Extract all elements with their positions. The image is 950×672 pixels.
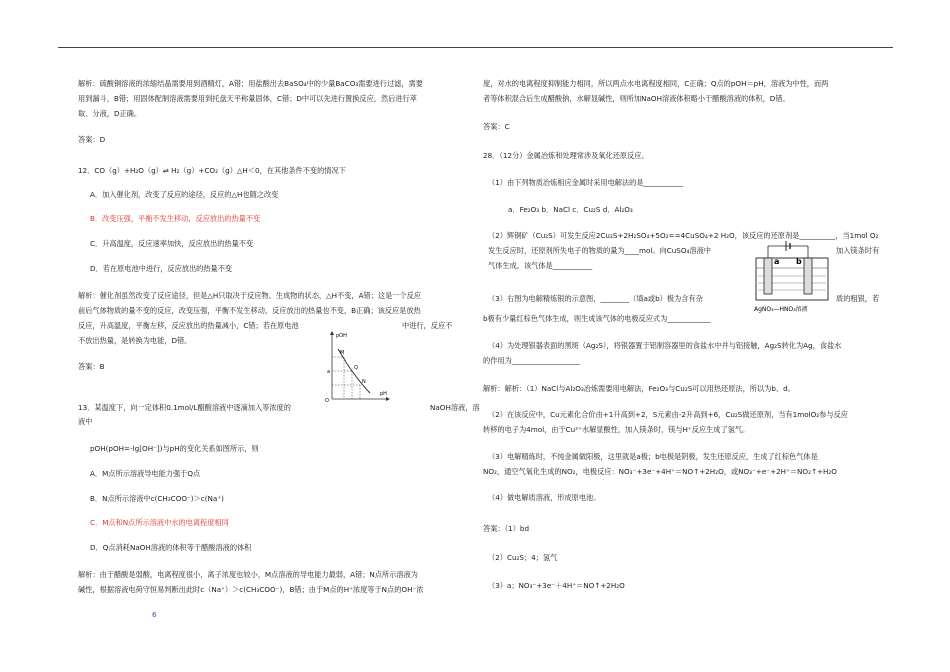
q12-option-c: C．升高温度，反应速率加快，反应放出的热量不变 bbox=[90, 239, 254, 248]
q28-part4: 的作用为___________________ bbox=[483, 356, 581, 365]
point-label-n: N bbox=[362, 379, 366, 385]
axis-mark-a: a bbox=[327, 369, 331, 375]
q12-option-b: B．改变压强，平衡不发生移动，反应放出的热量不变 bbox=[90, 214, 261, 223]
q28-stem: 28．（12分）金属冶炼和处理常涉及氧化还原反应。 bbox=[483, 151, 649, 160]
y-axis-label: pOH bbox=[336, 333, 347, 339]
q13-analysis-cont: 度，对水的电离程度抑制能力相同，所以两点水电离程度相同，C正确；Q点的pOH＝pH，溶液为中性，而两 bbox=[483, 79, 829, 88]
point-label-m: M bbox=[340, 350, 345, 356]
q12-analysis-tail: 中进行，反应不 bbox=[402, 321, 453, 330]
q13-option-b: B．N点所示溶液中c(CH₃COO⁻)＞c(Na⁺) bbox=[90, 494, 224, 503]
q28-answer-line: 答案：（1）bd bbox=[483, 524, 530, 533]
q28-analysis-line: NO₂，通空气氧化生成的NO₂，电极反应：NO₃⁻+3e⁻+4H⁺＝NO↑+2H₂O，或NO₃⁻+e⁻+2H⁺＝NO₂↑+H₂O bbox=[483, 467, 837, 476]
q28-part3: （3）右图为电解精炼银的示意图，________（填a或b）极为含有杂 bbox=[488, 294, 703, 303]
electrode-b-label: b bbox=[796, 257, 802, 266]
electrode-a bbox=[764, 258, 772, 294]
q11-analysis-line: 取、分液，D正确。 bbox=[78, 109, 142, 118]
q13-stem-line: pOH(pOH=-lg[OH⁻])与pH的变化关系如图所示，则 bbox=[90, 444, 259, 453]
q28-part2-tail: 加入镁条时有 bbox=[836, 246, 880, 255]
q13-answer: 答案：C bbox=[483, 122, 510, 131]
q28-analysis-line: （4）做电解质溶液，形成原电池。 bbox=[488, 493, 601, 502]
q28-part2: 气体生成，该气体是___________ bbox=[488, 261, 593, 270]
origin-label: O bbox=[325, 398, 329, 403]
q12-option-d: D．若在原电池中进行，反应放出的热量不变 bbox=[90, 264, 233, 273]
q13-option-a: A．M点所示溶液导电能力强于Q点 bbox=[90, 469, 201, 478]
header-rule bbox=[58, 47, 893, 48]
q12-option-a: A．加入催化剂，改变了反应的途径，反应的△H也随之改变 bbox=[90, 190, 279, 199]
solution-caption: AgNO₃—HNO₃溶液 bbox=[754, 306, 808, 313]
q12-stem: 12．CO（g）+H₂O（g）⇌ H₂（g）+CO₂（g）△H＜0，在其他条件不变的情况下 bbox=[78, 166, 346, 175]
q12-answer: 答案：B bbox=[78, 362, 105, 371]
electrode-b bbox=[804, 258, 812, 294]
q11-analysis-line: 解析：硫酸铜溶液的浓缩结晶需要用到酒精灯，A错；用盐酸出去BaSO₄中的少量BaCO₃需要进行过滤，需要 bbox=[78, 79, 423, 88]
q28-part1-options: a．Fe₂O₃ b．NaCl c．Cu₂S d．Al₂O₃ bbox=[508, 205, 633, 214]
q28-analysis-line: （2）在该反应中，Cu元素化合价由+1升高到+2，S元素由-2升高到+6，Cu₂S做还原剂，当有1molO₂参与反应 bbox=[488, 410, 848, 419]
q13-option-d: D．Q点消耗NaOH溶液的体积等于醋酸溶液的体积 bbox=[90, 543, 252, 552]
q13-option-c: C．M点和N点所示溶液中水的电离程度相同 bbox=[90, 518, 229, 527]
q28-part3-tail: 质的粗银，若 bbox=[836, 294, 880, 303]
q13-stem-line: 液中 bbox=[78, 417, 93, 426]
point-label-q: Q bbox=[354, 365, 358, 371]
q28-part2: （2）辉铜矿（Cu₂S）可发生反应2Cu₂S+2H₂SO₄+5O₂==4CuSO₄+2 H₂O，该反应的还原剂是__________，当1mol O₂ bbox=[488, 231, 879, 240]
q28-part1: （1）由下列物质冶炼相应金属时采用电解法的是___________ bbox=[488, 178, 684, 187]
q12-analysis-line: 解析：催化剂虽然改变了反应途径，但是△H只取决于反应物、生成物的状态，△H不变，A错；这是一个反应 bbox=[78, 291, 422, 300]
q28-analysis-line: 解析：解析：（1）NaCl与Al₂O₃冶炼需要用电解法，Fe₂O₃与Cu₂S可以用热还原法，所以为b、d。 bbox=[483, 384, 795, 393]
q13-stem-tail: NaOH溶液，溶 bbox=[430, 403, 480, 412]
q28-answer-line: （3）a；NO₃⁻+3e⁻＋4H⁺＝NO↑+2H₂O bbox=[488, 581, 625, 590]
q12-analysis-line: 前后气体物质的量不变的反应，改变压强，平衡不发生移动，反应放出的热量也不变，B正确；该反应是放热 bbox=[78, 306, 421, 315]
q28-part3: b极有少量红棕色气体生成，则生成该气体的电极反应式为____________ bbox=[483, 314, 711, 323]
q13-analysis-cont: 者等体积混合后生成醋酸钠，水解显碱性，则所加NaOH溶液体积略小于醋酸溶液的体积，D错。 bbox=[483, 94, 790, 103]
page-number: 6 bbox=[152, 610, 157, 619]
electrolysis-figure bbox=[752, 238, 832, 314]
q28-part2: 发生反应时，还原剂所失电子的物质的量为____mol。向CuSO₄溶液中 bbox=[488, 246, 711, 255]
q11-analysis-line: 用到漏斗，B错；用固体配制溶液需要用到托盘天平称量固体，C错；D中可以先进行置换反应，然后进行萃 bbox=[78, 94, 417, 103]
q13-stem: 13．某温度下，向一定体积0.1mol/L醋酸溶液中逐滴加入等浓度的 bbox=[78, 403, 291, 412]
poh-ph-graph bbox=[322, 327, 394, 403]
q28-answer-line: （2）Cu₂S；4；氢气 bbox=[488, 553, 558, 562]
q13-analysis-line: 解析：由于醋酸是弱酸，电离程度很小，离子浓度也较小，M点溶液的导电能力最弱，A错；N点所示溶液为 bbox=[78, 570, 418, 579]
q12-analysis-line: 不放出热量，是转换为电能，D错。 bbox=[78, 336, 192, 345]
q28-part4: （4）为处理银器表面的黑斑（Ag₂S），将银器置于铝制容器里的食盐水中并与铝接触，Ag₂S转化为Ag，食盐水 bbox=[488, 341, 842, 350]
x-axis-label: pH bbox=[380, 391, 387, 397]
electrode-a-label: a bbox=[774, 257, 780, 266]
q13-analysis-line: 碱性，根据溶液电荷守恒易判断出此时c（Na⁺）＞c(CH₃COO⁻)，B错；由于M点的H⁺浓度等于N点的OH⁻浓 bbox=[78, 585, 424, 594]
q11-answer: 答案：D bbox=[78, 135, 106, 144]
q12-analysis-line: 反应，升高温度，平衡左移，反应放出的热量减小，C错；若在原电池 bbox=[78, 321, 299, 330]
q28-analysis-line: 转移的电子为4mol，由于Cu²⁺水解显酸性，加入镁条时，镁与H⁺反应生成了氢气。 bbox=[483, 425, 750, 434]
q28-analysis-line: （3）电解精炼时，不纯金属做阳极，这里就是a极；b电极是阴极，发生还原反应，生成了红棕色气体是 bbox=[488, 452, 818, 461]
